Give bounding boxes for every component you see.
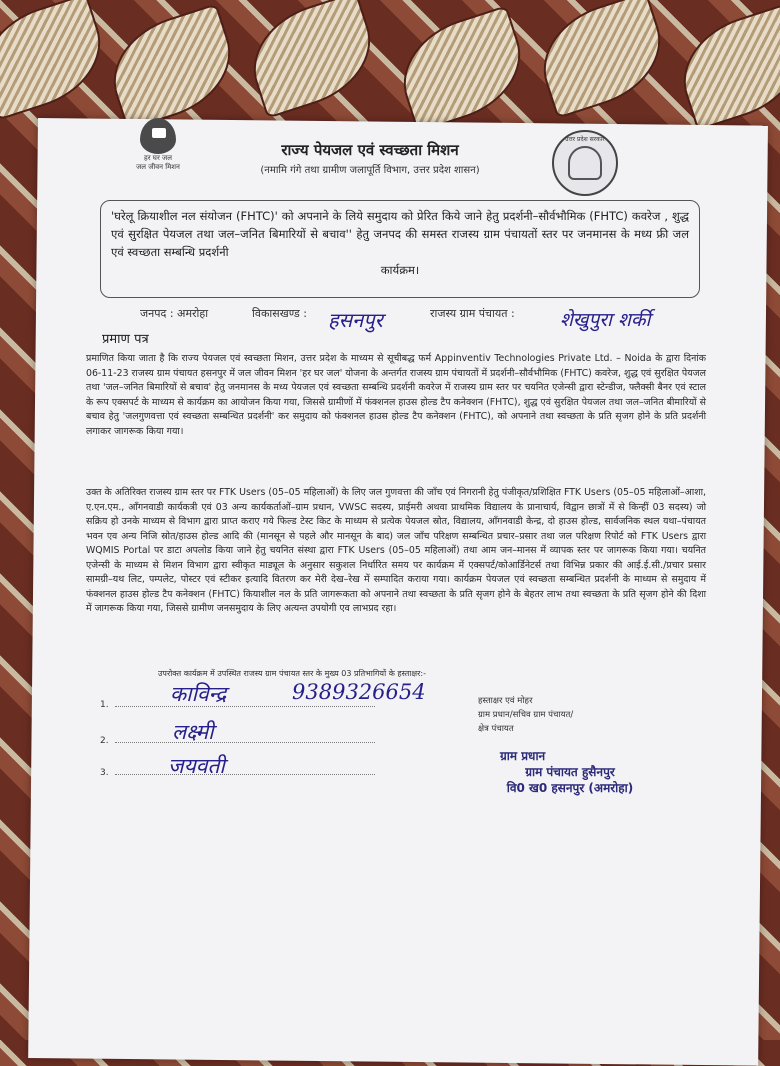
logo-left-text: हर घर जल (144, 154, 172, 162)
logo-left-sub: जल जीवन मिशन (136, 163, 180, 171)
signature-seal-label (478, 694, 573, 736)
leaf-motif (389, 5, 536, 130)
panchayat-label: राजस्य ग्राम पंचायत : (430, 307, 515, 320)
district-label: जनपद : अमरोहा (140, 307, 209, 320)
stamp-line-1: ग्राम पंचायत हुसैनपुर (525, 765, 615, 779)
stamp-line-2: वि0 ख0 हसनपुर (अमरोहा) (506, 781, 634, 795)
signatory-2-signature: लक्ष्मी (172, 720, 214, 744)
paragraph-2: उक्त के अतिरिक्त राजस्य ग्राम स्तर पर FTK Users (05–05 महिलाओं) के लिए जल गुणवत्ता की जाँच एवं निगरानी हेतु पंजीकृत/प्रशिक्षित FTK Users (05–05 महिलाओं–आशा, ए.एन.एम., आँगनवाडी कार्यकत्री एवं 03 अन्य कार्यकर्ताओं–ग्राम प्रधान, VWSC सदस्य, प्राईमरी अथवा प्राथमिक विद्यालय के प्रानाचार्य, विद्वान छात्रों में से किन्हीं 03 सदस्य) जो सक्रिय हो उनके माध्यम से विभाग द्वारा प्राप्त कराए गये फिल्ड टेस्ट किट के माध्यम से प्रत्येक पेयजल स्रोत, विद्यालय, आँगनवाडी केन्द्र, दो हाउस होल्ड, सार्वजनिक स्थल यथा–पंचायत भवन एव अन्य निजि स्रोत/हाउस होल्ड आदि की (मानसून से पहले और मानसून के बाद) जल जाँच परिक्षण सम्बन्धित प्रचार–प्रसार तथा जल परिक्षण रिपोर्ट को FTK Users द्वारा WQMIS Portal पर डाटा अपलोड किया जाने हेतु चयनित संस्था द्वारा FTK Users (05–05 महिलाओं) तथा आम जन–मानस में व्यापक स्तर पर जागरूक किया गया। चयनित एजेन्सी के माध्यम से मिशन विभाग द्वारा स्वीकृत माड्यूल के अनुसार सकुशल निर्धारित समय पर कार्यक्रम में एक्सपर्ट/कोआर्डिनेटर्स तथा विभिन्न प्रकार की आई.ई.सी./प्रचार प्रसार सामग्री–यथ लिट, पम्पलेट, पोस्टर एवं स्टीकर इत्यादि वितरण कर मेरी देख–रेख में सम्पादित कराया गया। कार्यक्रम पेयजल एवं स्वच्छता सम्बन्धित प्रदर्शनी के माध्यम से समुदाय में फंक्शनल हाउस होल्ड टैप कनेक्शन (FHTC) कियाशील नल के प्रति जागरूकता को अपनाने तथा स्वच्छता के प्रति सृजग होने के बेहतर लाभ तथा स्वच्छता के प्रति सृजग होने की दिशा में जागरूक किया गया, जिससे ग्रामीण जनसमुदाय के लिए अत्यन्त उपयोगी एव लाभप्रद रहा। (86, 487, 706, 614)
leaf-motif (99, 3, 246, 130)
panchayat-value-handwritten: शेखुपुरा शर्की (560, 309, 651, 331)
leaf-motif (669, 3, 780, 130)
signatory-number: 2 (100, 736, 106, 746)
page-title: राज्य पेयजल एवं स्वच्छता मिशन (281, 141, 459, 159)
program-description-box (100, 200, 700, 298)
emblem-text: उत्तर प्रदेश सरकार (565, 136, 605, 143)
seal-line-2: ग्राम प्रधान/सचिव ग्राम पंचायत/ (478, 710, 574, 720)
signature-note: उपरोक्त कार्यक्रम में उपस्थित राजस्य ग्राम पंचायत स्तर के मुख्य 03 प्रतिभागियों के हस्ताक्षर:- (158, 669, 426, 678)
certificate-title: प्रमाण पत्र (102, 332, 149, 347)
signatory-row-3: 3. (100, 768, 375, 778)
block-label: विकासखण्ड : (252, 307, 308, 320)
page-subtitle: (नमामि गंगे तथा ग्रामीण जलापूर्ति विभाग, उत्तर प्रदेश शासन) (260, 165, 480, 176)
location-fields (100, 300, 700, 330)
carpet-pattern (0, 0, 780, 130)
signatory-number: 3 (100, 768, 106, 778)
signatory-row-1: 1. (100, 700, 375, 710)
water-drop-icon (140, 118, 176, 154)
signatory-3-signature: जयवती (168, 754, 225, 778)
program-last-line: कार्यक्रम। (380, 263, 420, 277)
signatory-row-2: 2. (100, 736, 375, 746)
jal-jeevan-logo (118, 118, 198, 172)
leaf-motif (529, 0, 676, 119)
leaf-motif (239, 0, 386, 119)
block-value-handwritten: हसनपुर (328, 308, 383, 332)
paragraph-1: प्रमाणित किया जाता है कि राज्य पेयजल एवं स्वच्छता मिशन, उत्तर प्रदेश के माध्यम से सूचीबद्ध फर्म Appinventiv Technologies Private Ltd. – Noida के द्वारा दिनांक 06-11-23 राजस्य ग्राम पंचायत हसनपुर में जल जीवन मिशन 'हर घर जल' योजना के अन्तर्गत राजस्य ग्राम पंचायतों में प्रदर्शनी–सौर्वभौमिक (FHTC) कवरेज, शुद्ध एवं सुरक्षित पेयजल तथा 'जल–जनित बिमारियों से बचाव' हेतु जनमानस के मध्य पेयजल एवं स्वच्छता सम्बन्धि प्रदर्शनी कवरेज में राजस्य ग्राम स्तर पर चयनित एजेन्सी द्वारा स्टेन्डीज, फ्लैक्सी बैनर एवं स्टाल के रूप एक्सपर्ट के माध्यम से कार्यक्रम का आयोजन किया गया, जिससे ग्रामीणों में फंक्शनल हाउस होल्ड टैप कनेक्शन (FHTC), शुद्ध एवं सुरक्षित पेयजल तथा जल–जनित बीमारियों से बचाव हेतु 'जलगुणवत्ता एवं स्वच्छता सम्बन्धित प्रदर्शनी' कर समुदाय को फंक्शनल हाउस होल्ड टैप कनेक्शन (FHTC), को अपनाने तथा स्वच्छता के प्रति सृजग होने के प्रति प्रदर्शनी लगाकर जागरूक किया गया। (86, 353, 706, 437)
leaf-motif (0, 0, 115, 121)
pradhan-label: ग्राम प्रधान (500, 749, 546, 763)
signatory-1-phone: 9389326654 (292, 680, 426, 704)
program-text: 'घरेलू क्रियाशील नल संयोजन (FHTC)' को अपनाने के लिये समुदाय को प्रेरित किये जाने हेतु प्रदर्शनी–सौर्वभौमिक (FHTC) कवरेज , शुद्ध एवं सुरक्षित पेयजल तथा जल–जनित बिमारियों से बचाव'' हेतु जनपद की समस्त राजस्य ग्राम पंचायतों स्तर पर जनमानस के मध्य फ्री जल एवं स्वच्छता सम्बन्धि प्रदर्शनी (111, 209, 689, 259)
pradhan-stamp (470, 748, 670, 796)
seal-line-3: क्षेत्र पंचायत (478, 724, 514, 734)
emblem-icon (568, 146, 602, 180)
seal-line-1: हस्ताक्षर एवं मोहर (478, 696, 533, 706)
signatory-1-signature: काविन्द्र (170, 682, 227, 706)
up-govt-emblem (552, 130, 618, 196)
signatory-number: 1 (100, 700, 106, 710)
